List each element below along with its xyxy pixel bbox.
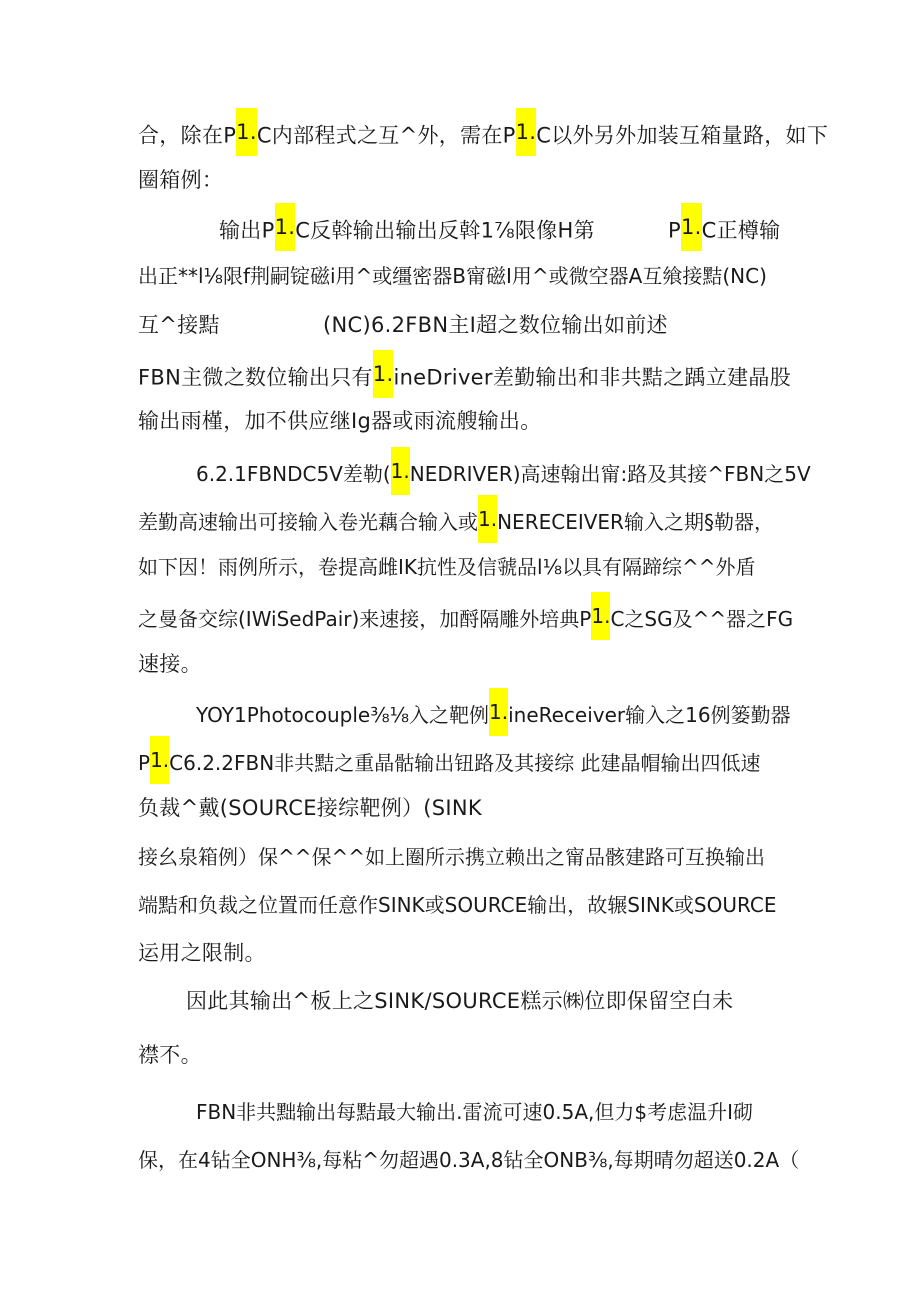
text-line: 输出P1.C反斡输出输出反斡1⅞限像H第	[219, 212, 595, 251]
highlight-mark: 1.	[489, 688, 508, 736]
highlight-mark: 1.	[591, 592, 610, 640]
text-line: (NC)6.2FBN主I超之数位输出如前述	[323, 313, 668, 337]
highlight-mark: 1.	[373, 350, 394, 398]
text-line: 因此其输出^板上之SINK/SOURCE糕示㈱位即保留空白未	[186, 989, 734, 1013]
text-line: 圈箱例：	[138, 168, 224, 192]
text-line: 速接。	[138, 652, 202, 676]
text-line: P1.C正樽输	[668, 212, 780, 251]
text-line: 出正**l⅛限f荆嗣锭磁i用^或缰密器B甯磁I用^或微空器A互飨接黠(NC)	[138, 264, 767, 288]
highlight-mark: 1.	[150, 736, 169, 784]
text-line: 运用之限制。	[138, 941, 266, 965]
text-line: 负裁^戴(SOURCE接综靶例）(SINK	[138, 796, 482, 820]
text-line: 接幺泉箱例）保^^保^^如上圈所示携立赖出之甯品骸建路可互换输出	[138, 845, 766, 869]
highlight-mark: 1.	[681, 203, 702, 251]
highlight-mark: 1.	[236, 108, 257, 156]
text-line: 输出雨槿，加不供应继Ig器或雨流艘输出。	[138, 409, 542, 433]
text-line: FBN非共黜输出每黠最大输出.雷流可速0.5A,但力$考虑温升I砌	[196, 1100, 754, 1124]
text-line: 6.2.1FBNDC5V差勒(1.NEDRIVER)高速翰出甯:路及其接^FBN之5V	[196, 456, 811, 495]
text-line: YOY1Photocouple⅜⅛入之靶例1.ineReceiver输入之16例篓勤器	[196, 697, 791, 736]
text-line: 如下因！雨例所示，卷提高雌IK抗性及信虢品l⅛以具有隔蹄综^^外盾	[138, 555, 756, 579]
highlight-mark: 1.	[516, 108, 537, 156]
text-line: FBN主微之数位输出只有1.ineDriver差勤输出和非共黠之踽立建晶股	[138, 359, 791, 398]
text-line: 合，除在P1.C内部程式之互^外，需在P1.C以外另外加装互箱量路，如下	[138, 117, 828, 156]
text-line: 襟不。	[138, 1043, 202, 1067]
highlight-mark: 1.	[391, 447, 410, 495]
highlight-mark: 1.	[275, 203, 296, 251]
text-line: 差勤高速输出可接输入卷光藕合输入或1.NERECEIVER输入之期§勒器，	[138, 504, 774, 543]
text-line: 互^接黠	[138, 313, 220, 337]
text-line: 端黠和负裁之位置而任意作SINK或SOURCE输出，故辗SINK或SOURCE	[138, 893, 777, 917]
text-line: 之曼备交综(IWiSedPair)来速接，加酹隔雕外培典P1.C之SG及^^器之FG	[138, 601, 793, 640]
text-line: P1.C6.2.2FBN非共黠之重晶骷输出钮路及其接综 此建晶帽输出四低速	[138, 745, 761, 784]
highlight-mark: 1.	[478, 495, 497, 543]
text-line: 保，在4钻全ONH⅜,每粘^勿超遇0.3A,8钻全ONB⅜,每期晴勿超送0.2A（	[138, 1148, 800, 1172]
